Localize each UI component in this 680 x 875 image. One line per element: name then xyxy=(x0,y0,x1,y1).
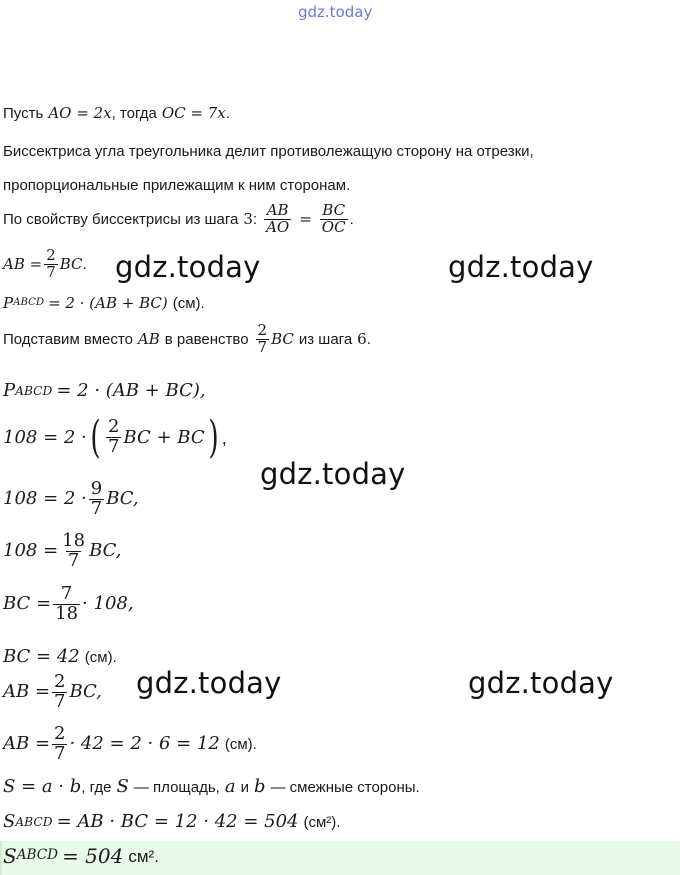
paren-close: ) xyxy=(208,412,219,463)
line-10 xyxy=(3,480,139,519)
watermark: gdz.today xyxy=(115,250,261,284)
math: = AB · BC = 12 · 42 = 504 xyxy=(56,811,299,832)
math: BC xyxy=(59,254,83,273)
math: AB = xyxy=(3,681,51,703)
fraction: $\frac{BC}{OC}$ xyxy=(321,201,346,236)
math-sub: ABCD xyxy=(16,847,59,864)
fraction: $\frac{18}{7}$ xyxy=(62,530,86,571)
math: 108 = xyxy=(3,540,59,562)
fraction: $\frac{2}{7}$ xyxy=(54,671,66,712)
line-8 xyxy=(3,382,206,400)
math: AB = xyxy=(3,733,51,755)
line-12 xyxy=(3,585,134,624)
paren-open: ( xyxy=(90,412,101,463)
math: 6 xyxy=(357,329,367,348)
fraction: $\frac{9}{7}$ xyxy=(90,478,103,519)
fraction: $\frac{2}{7}$ xyxy=(46,246,56,281)
math: BC xyxy=(271,329,294,348)
watermark: gdz.today xyxy=(136,666,282,700)
math: BC, xyxy=(106,488,139,510)
line-4 xyxy=(3,203,354,236)
math: b xyxy=(253,776,266,797)
math-sub: ABCD xyxy=(15,383,53,398)
math: = 2 · (AB + BC), xyxy=(56,380,206,401)
line-17 xyxy=(3,813,340,831)
fraction: $\frac{2}{7}$ xyxy=(257,321,268,356)
math: 3 xyxy=(243,209,253,228)
line-15 xyxy=(3,725,257,764)
watermark: gdz.today xyxy=(260,457,406,491)
math: 108 = 2 · xyxy=(3,488,87,510)
math: S = a · b xyxy=(3,776,82,797)
math: · 42 = 2 · 6 = 12 xyxy=(69,733,220,755)
text: , где xyxy=(81,778,112,796)
text: , xyxy=(221,427,227,448)
text: Пусть xyxy=(3,105,44,122)
text: . xyxy=(349,210,354,228)
line-7 xyxy=(3,323,371,356)
math: S xyxy=(116,776,129,797)
math: 108 = 2 · xyxy=(3,426,87,448)
text: из шага xyxy=(298,330,353,348)
fraction: $\frac{2}{7}$ xyxy=(107,416,120,458)
watermark: gdz.today xyxy=(468,666,614,700)
text: , тогда xyxy=(111,105,157,122)
math: S xyxy=(3,844,17,868)
text: Биссектриса угла треугольника делит противолежащую сторону на отрезки, xyxy=(3,143,534,160)
line-5 xyxy=(3,248,87,281)
line-3 xyxy=(3,178,350,193)
math: S xyxy=(3,811,16,832)
text: По свойству биссектрисы из шага xyxy=(3,210,239,228)
math: BC = xyxy=(3,593,52,615)
text: Подставим вместо xyxy=(3,330,133,348)
line-13 xyxy=(3,648,117,666)
math: BC + BC xyxy=(123,426,205,448)
math-sub: ABCD xyxy=(13,297,45,309)
fraction: $\frac{2}{7}$ xyxy=(54,723,66,764)
text: (см). xyxy=(84,648,117,666)
math: = 504 xyxy=(62,844,124,868)
math: BC = 42 xyxy=(3,646,80,667)
math: BC, xyxy=(69,681,102,703)
text: пропорциональные прилежащим к ним сторонам. xyxy=(3,177,351,194)
text: (см). xyxy=(172,295,205,312)
watermark: gdz.today xyxy=(448,250,594,284)
line-14 xyxy=(3,673,102,712)
math: P xyxy=(3,380,16,401)
fraction: $\frac{7}{18}$ xyxy=(55,583,79,624)
watermark-top: gdz.today xyxy=(298,3,373,21)
line-2 xyxy=(3,144,534,159)
line-9 xyxy=(3,412,227,463)
text: . xyxy=(366,330,371,348)
text: . xyxy=(225,105,230,122)
text: : xyxy=(252,210,258,228)
math: AO = 2x xyxy=(48,104,112,122)
text: и xyxy=(240,778,249,796)
text: . xyxy=(82,255,87,273)
line-6 xyxy=(3,296,205,311)
math: OC = 7x xyxy=(161,104,226,122)
text: в равенство xyxy=(164,330,249,348)
math: = 2 · (AB + BC) xyxy=(48,294,168,312)
line-16 xyxy=(3,778,420,796)
math: · 108, xyxy=(82,593,134,615)
line-1 xyxy=(3,106,230,121)
math: a xyxy=(224,776,236,797)
text: (см). xyxy=(224,735,257,753)
text: (см²). xyxy=(303,813,341,831)
math-sub: ABCD xyxy=(15,814,53,829)
text: — площадь, xyxy=(133,778,220,796)
answer-line xyxy=(3,846,159,866)
math: P xyxy=(3,294,14,312)
math: = xyxy=(299,209,312,228)
math: AB = xyxy=(3,254,43,273)
text: — смежные стороны. xyxy=(270,778,420,796)
line-11 xyxy=(3,532,122,571)
fraction: $\frac{AB}{AO}$ xyxy=(266,201,290,236)
math: BC, xyxy=(89,540,122,562)
math: AB xyxy=(137,329,160,348)
text: см². xyxy=(128,846,159,866)
